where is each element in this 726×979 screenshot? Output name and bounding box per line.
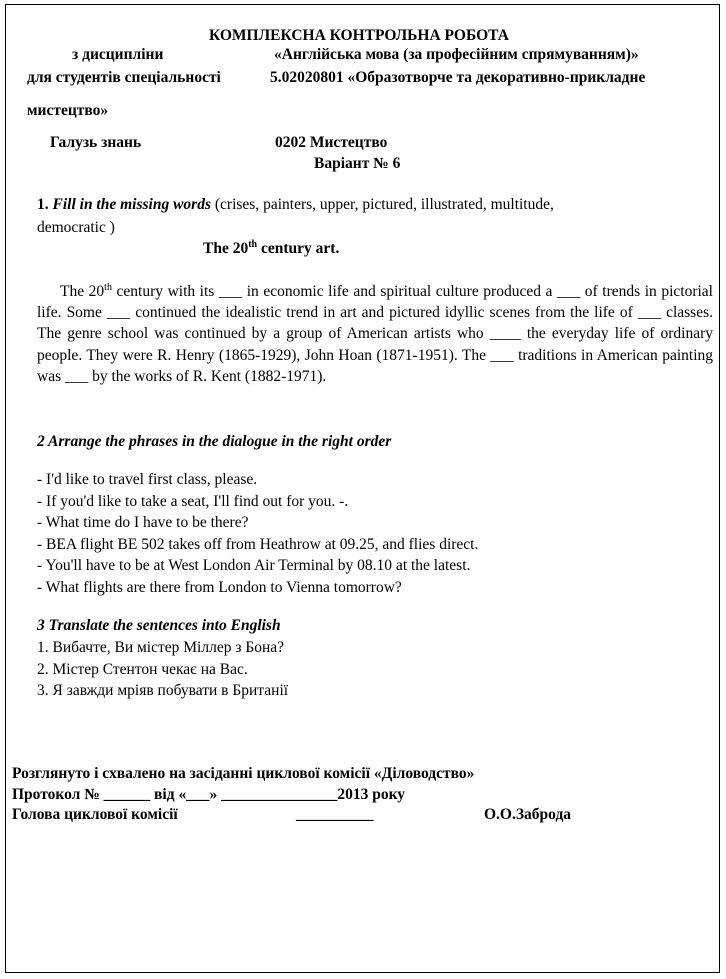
head-of-commission-name: О.О.Заброда — [484, 806, 572, 823]
signature-line: __________ — [296, 806, 374, 823]
dialogue-line: - What flights are there from London to Vienna tomorrow? — [37, 578, 402, 596]
variant-label: Варіант № 6 — [314, 155, 401, 172]
translate-sentence: 3. Я завжди мріяв побувати в Британії — [37, 682, 289, 700]
dialogue-list — [37, 469, 478, 599]
head-of-commission-label: Голова циклової комісії — [12, 806, 178, 823]
task1-number: 1. — [37, 196, 53, 213]
translate-list — [37, 637, 288, 702]
dialogue-line: - BEA flight BE 502 takes off from Heathrow at 09.25, and flies direct. — [37, 535, 479, 553]
approval-note: Розглянуто і схвалено на засіданні циклової комісії «Діловодство» — [12, 765, 475, 782]
students-value: 5.02020801 «Образотворче та декоративно-прикладне — [270, 69, 646, 86]
dialogue-line: - If you'd like to take a seat, I'll find out for you. -. — [37, 492, 349, 510]
task3-heading: 3 Translate the sentences into English — [37, 617, 281, 634]
translate-sentence: 1. Вибачте, Ви містер Міллер з Бона? — [37, 639, 285, 656]
dialogue-line: - You'll have to be at West London Air Terminal by 08.10 at the latest. — [37, 557, 471, 575]
task1-word-list-cont: democratic ) — [37, 219, 115, 236]
translate-sentence: 2. Містер Стентон чекає на Вас. — [37, 660, 248, 678]
task1-word-list: (crises, painters, upper, pictured, illustrated, multitude, — [211, 196, 554, 213]
dialogue-line: - What time do I have to be there? — [37, 514, 249, 532]
task2-heading: 2 Arrange the phrases in the dialogue in the right order — [37, 433, 392, 450]
students-label: для студентів спеціальності — [27, 69, 221, 86]
field-label: Галузь знань — [50, 134, 142, 151]
dialogue-line: - I'd like to travel first class, please. — [37, 471, 258, 488]
discipline-label: з дисципліни — [72, 46, 164, 63]
discipline-value: «Англійська мова (за професійним спрямуванням)» — [274, 46, 639, 63]
students-value-cont: мистецтво» — [27, 102, 109, 119]
text-title: The 20th century art. — [203, 238, 340, 257]
protocol-line: Протокол № ______ від «___» _______________2013 року — [12, 786, 406, 803]
task1-instruction-text: Fill in the missing words — [52, 196, 211, 213]
cloze-paragraph: The 20th century with its ___ in economic life and spiritual culture produced a ___ of trends in pictorial life. Some ___ continued the idealistic trend in art and pictured idyllic scenes from the life of ___ classes. The genre school was continued by a group of American artists who ____ the everyday life of ordinary people. They were R. Henry (1865-1929), John Hoan (1871-1951). The ___ traditions in American painting was ___ by the works of R. Kent (1882-1971). — [37, 281, 713, 385]
task1-instruction — [37, 195, 554, 214]
field-value: 0202 Мистецтво — [275, 134, 388, 151]
document-title: КОМПЛЕКСНА КОНТРОЛЬНА РОБОТА — [209, 27, 509, 44]
